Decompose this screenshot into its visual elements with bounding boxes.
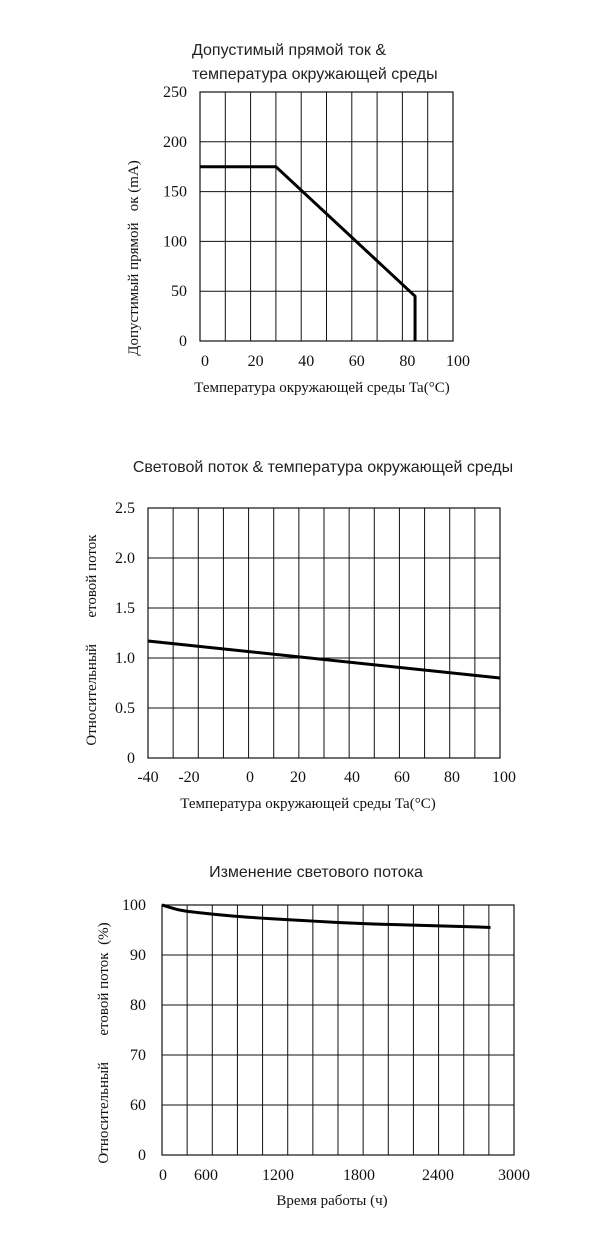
y-tick-label: 70: [130, 1047, 146, 1064]
x-tick-label: 20: [290, 769, 306, 786]
x-tick-label: 40: [298, 353, 315, 370]
x-tick-label: 1200: [262, 1167, 294, 1184]
x-axis-label: Температура окружающей среды Ta(°C): [180, 796, 436, 812]
y-tick-label: 80: [130, 997, 146, 1014]
y-tick-label: 0: [138, 1147, 146, 1164]
x-tick-label: -40: [137, 769, 159, 786]
y-tick-label: 200: [163, 133, 187, 151]
y-tick-label: 1.5: [115, 600, 135, 617]
x-tick-label: 60: [348, 353, 365, 370]
x-tick-label: 0: [246, 769, 254, 786]
x-tick-label: 80: [444, 769, 460, 786]
x-axis-label: Время работы (ч): [276, 1193, 388, 1209]
x-tick-label: 0: [201, 353, 209, 370]
y-tick-label: 60: [130, 1097, 146, 1114]
chart-1: [126, 42, 470, 396]
x-tick-label: 40: [344, 769, 360, 786]
y-axis-label: Относительный етовой поток: [84, 534, 100, 746]
chart-title-line: Световой поток & температура окружающей среды: [132, 459, 514, 476]
y-tick-label: 0.5: [115, 700, 135, 717]
chart-2: [84, 459, 516, 812]
x-tick-label: 1800: [343, 1167, 375, 1184]
y-tick-label: 0: [127, 750, 135, 767]
y-tick-label: 250: [163, 84, 187, 101]
y-tick-label: 1.0: [115, 650, 135, 667]
y-tick-label: 100: [163, 233, 187, 251]
x-tick-label: 100: [446, 353, 470, 370]
x-tick-label: 600: [194, 1167, 218, 1184]
chart-title-line: Изменение светового потока: [209, 864, 423, 881]
series-line: [162, 905, 491, 928]
x-tick-label: 60: [394, 769, 410, 786]
y-tick-label: 150: [163, 183, 187, 201]
y-axis-label: Относительный етовой поток (%): [96, 922, 112, 1164]
series-line: [200, 167, 415, 341]
x-tick-label: 80: [399, 353, 416, 370]
y-axis-label: Допустимый прямой ок (mA): [126, 160, 142, 356]
x-tick-label: 3000: [498, 1167, 530, 1184]
x-tick-label: -20: [178, 769, 200, 786]
y-tick-label: 100: [122, 897, 146, 914]
chart-title-line: температура окружающей среды: [192, 66, 438, 83]
y-tick-label: 2.0: [115, 550, 135, 567]
x-tick-label: 100: [492, 769, 516, 786]
x-axis-label: Температура окружающей среды Ta(°C): [194, 380, 450, 396]
x-tick-label: 0: [159, 1167, 167, 1184]
chart-title-line: Допустимый прямой ток &: [192, 42, 387, 59]
y-tick-label: 50: [171, 283, 187, 301]
y-tick-label: 90: [130, 947, 146, 964]
x-tick-label: 2400: [422, 1167, 454, 1184]
y-tick-label: 0: [179, 333, 187, 350]
x-tick-label: 20: [247, 353, 264, 370]
chart-3: [96, 864, 530, 1209]
y-tick-label: 2.5: [115, 500, 135, 517]
